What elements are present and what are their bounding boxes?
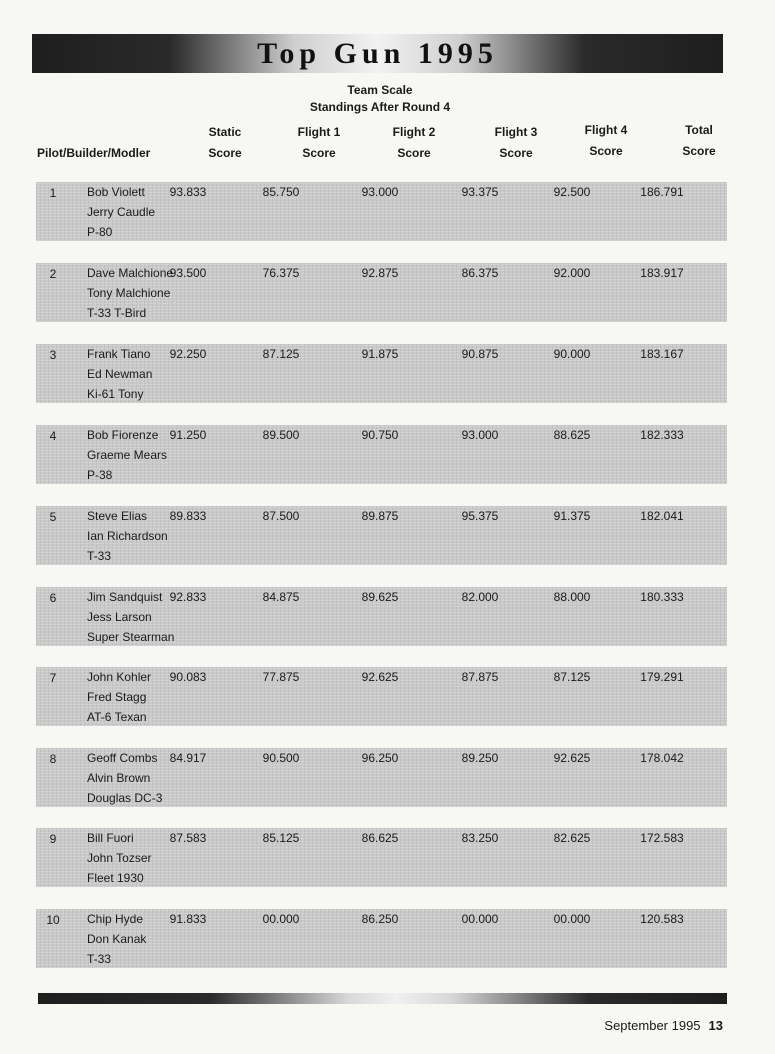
f4-score-cell: 92.000: [553, 266, 591, 280]
model-name: T-33: [87, 952, 112, 966]
model-name: Fleet 1930: [87, 871, 144, 885]
f4-score-cell: 88.000: [553, 590, 591, 604]
f3-score-cell: 89.250: [461, 751, 499, 765]
static-score-cell: 91.833: [169, 912, 207, 926]
title-banner: [32, 34, 723, 73]
table-row: [36, 425, 727, 484]
header-flight1: Flight 1 Score: [297, 125, 341, 160]
header-flight2: Flight 2 Score: [392, 125, 436, 160]
f1-score-cell: 85.125: [262, 831, 300, 845]
f4-score-cell: 87.125: [553, 670, 591, 684]
model-name: AT-6 Texan: [87, 710, 147, 724]
table-row: [36, 182, 727, 241]
table-row: [36, 748, 727, 807]
f1-score-cell: 87.125: [262, 347, 300, 361]
page-footer: [604, 1018, 723, 1033]
f2-score-cell: 86.625: [361, 831, 399, 845]
header-pilot: Pilot/Builder/Modler: [37, 146, 151, 160]
f4-score-cell: 92.625: [553, 751, 591, 765]
total-score-cell: 180.333: [640, 590, 684, 604]
header-flight4: Flight 4 Score: [584, 123, 628, 158]
issue-date: September 1995: [604, 1018, 701, 1033]
f2-score-cell: 92.875: [361, 266, 399, 280]
f2-score-cell: 89.875: [361, 509, 399, 523]
f2-score-cell: 92.625: [361, 670, 399, 684]
table-subtitle-round: Standings After Round 4: [309, 100, 451, 114]
pilot-name: Frank Tiano: [87, 347, 151, 361]
builder-name: Jess Larson: [87, 610, 152, 624]
builder-name: Don Kanak: [87, 932, 147, 946]
f4-score-cell: 91.375: [553, 509, 591, 523]
header-static: Static Score: [208, 125, 242, 160]
f1-score-cell: 89.500: [262, 428, 300, 442]
static-score-cell: 92.250: [169, 347, 207, 361]
model-name: Super Stearman: [87, 630, 175, 644]
f2-score-cell: 91.875: [361, 347, 399, 361]
f2-score-cell: 90.750: [361, 428, 399, 442]
builder-name: Ian Richardson: [87, 529, 168, 543]
f1-score-cell: 90.500: [262, 751, 300, 765]
static-score-cell: 84.917: [169, 751, 207, 765]
total-score-cell: 120.583: [640, 912, 684, 926]
f2-score-cell: 96.250: [361, 751, 399, 765]
static-score-cell: 89.833: [169, 509, 207, 523]
pilot-name: Bob Violett: [87, 185, 145, 199]
f4-score-cell: 90.000: [553, 347, 591, 361]
pilot-name: Dave Malchione: [87, 266, 174, 280]
f4-score-cell: 00.000: [553, 912, 591, 926]
builder-name: John Tozser: [87, 851, 152, 865]
total-score-cell: 182.041: [640, 509, 684, 523]
f3-score-cell: 95.375: [461, 509, 499, 523]
static-score-cell: 93.833: [169, 185, 207, 199]
builder-name: Jerry Caudle: [87, 205, 156, 219]
static-score-cell: 90.083: [169, 670, 207, 684]
f3-score-cell: 83.250: [461, 831, 499, 845]
table-row: [36, 828, 727, 887]
pilot-name: Chip Hyde: [87, 912, 144, 926]
static-score-cell: 87.583: [169, 831, 207, 845]
f1-score-cell: 85.750: [262, 185, 300, 199]
f3-score-cell: 90.875: [461, 347, 499, 361]
rank-cell: 7: [49, 671, 57, 685]
rank-cell: 8: [49, 752, 57, 766]
total-score-cell: 172.583: [640, 831, 684, 845]
f1-score-cell: 84.875: [262, 590, 300, 604]
table-row: [36, 263, 727, 322]
pilot-name: Geoff Combs: [87, 751, 158, 765]
total-score-cell: 178.042: [640, 751, 684, 765]
f2-score-cell: 89.625: [361, 590, 399, 604]
rank-cell: 9: [49, 832, 57, 846]
f4-score-cell: 92.500: [553, 185, 591, 199]
builder-name: Alvin Brown: [87, 771, 151, 785]
page-number: 13: [708, 1018, 723, 1033]
footer-rule: [38, 993, 727, 1004]
f2-score-cell: 86.250: [361, 912, 399, 926]
team-cell: [87, 909, 146, 969]
model-name: P-38: [87, 468, 113, 482]
rank-cell: 2: [49, 267, 57, 281]
f3-score-cell: 93.375: [461, 185, 499, 199]
pilot-name: John Kohler: [87, 670, 152, 684]
model-name: T-33: [87, 549, 112, 563]
f3-score-cell: 00.000: [461, 912, 499, 926]
pilot-name: Steve Elias: [87, 509, 148, 523]
static-score-cell: 93.500: [169, 266, 207, 280]
page-title: Top Gun 1995: [257, 37, 498, 70]
total-score-cell: 183.917: [640, 266, 684, 280]
model-name: T-33 T-Bird: [87, 306, 147, 320]
rank-cell: 6: [49, 591, 57, 605]
model-name: P-80: [87, 225, 113, 239]
builder-name: Tony Malchione: [87, 286, 171, 300]
f3-score-cell: 87.875: [461, 670, 499, 684]
f3-score-cell: 86.375: [461, 266, 499, 280]
f1-score-cell: 87.500: [262, 509, 300, 523]
model-name: Douglas DC-3: [87, 791, 163, 805]
table-row: [36, 667, 727, 726]
team-cell: [87, 667, 151, 727]
f4-score-cell: 88.625: [553, 428, 591, 442]
f3-score-cell: 82.000: [461, 590, 499, 604]
f3-score-cell: 93.000: [461, 428, 499, 442]
builder-name: Fred Stagg: [87, 690, 147, 704]
pilot-name: Jim Sandquist: [87, 590, 163, 604]
table-row: [36, 506, 727, 565]
header-flight3: Flight 3 Score: [494, 125, 538, 160]
f1-score-cell: 77.875: [262, 670, 300, 684]
builder-name: Ed Newman: [87, 367, 153, 381]
rank-cell: 1: [49, 186, 57, 200]
rank-cell: 4: [49, 429, 57, 443]
table-row: [36, 344, 727, 403]
table-row: [36, 587, 727, 646]
static-score-cell: 92.833: [169, 590, 207, 604]
total-score-cell: 183.167: [640, 347, 684, 361]
total-score-cell: 186.791: [640, 185, 684, 199]
table-row: [36, 909, 727, 968]
total-score-cell: 179.291: [640, 670, 684, 684]
model-name: Ki-61 Tony: [87, 387, 144, 401]
header-total: Total Score: [682, 123, 716, 158]
f1-score-cell: 76.375: [262, 266, 300, 280]
table-subtitle-class: Team Scale: [347, 83, 413, 97]
pilot-name: Bill Fuori: [87, 831, 134, 845]
total-score-cell: 182.333: [640, 428, 684, 442]
rank-cell: 3: [49, 348, 57, 362]
static-score-cell: 91.250: [169, 428, 207, 442]
builder-name: Graeme Mears: [87, 448, 168, 462]
f2-score-cell: 93.000: [361, 185, 399, 199]
f4-score-cell: 82.625: [553, 831, 591, 845]
pilot-name: Bob Fiorenze: [87, 428, 159, 442]
f1-score-cell: 00.000: [262, 912, 300, 926]
rank-cell: 10: [46, 913, 60, 927]
team-cell: [87, 828, 151, 888]
rank-cell: 5: [49, 510, 57, 524]
